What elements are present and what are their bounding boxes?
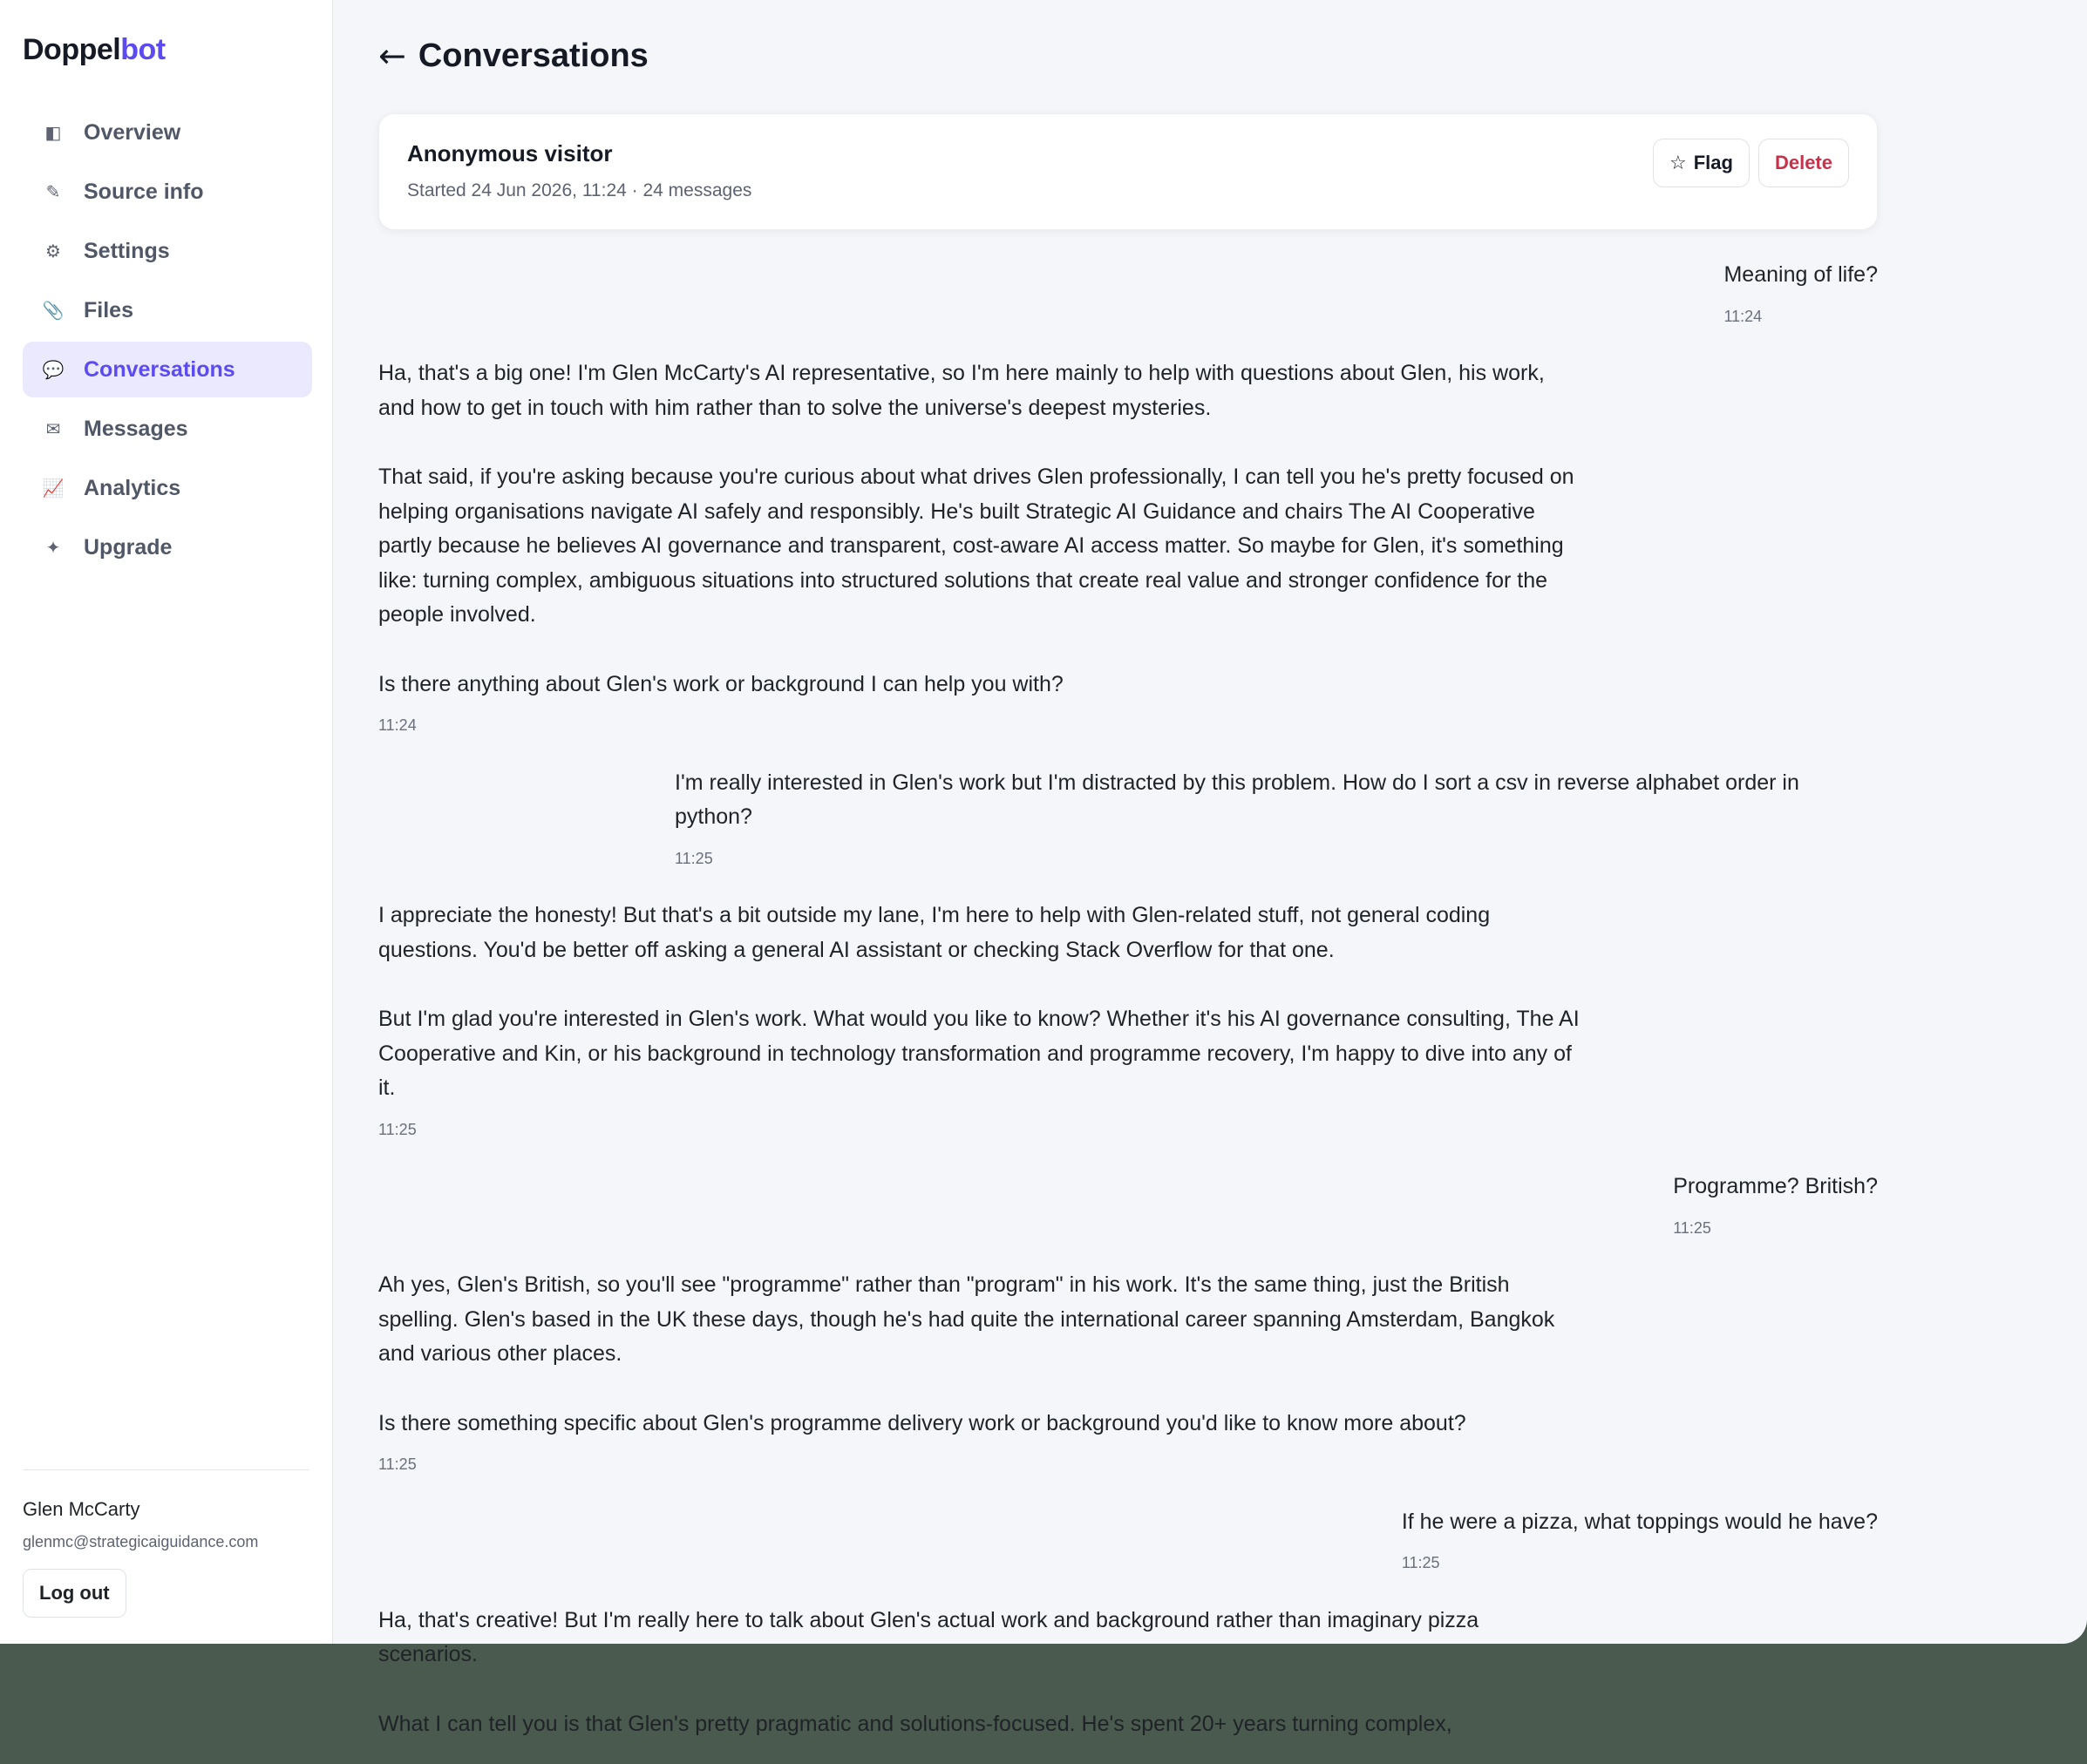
message-spacer <box>378 334 1878 356</box>
message-timestamp: 11:24 <box>1723 307 1763 325</box>
message-spacer <box>378 876 1878 899</box>
bot-message <box>378 899 1581 1147</box>
message-spacer <box>378 743 1878 766</box>
pencil-icon: ✎ <box>45 181 61 202</box>
star-icon: ☆ <box>1669 152 1687 174</box>
chart-icon: 📈 <box>42 478 65 499</box>
message-text: Ha, that's a big one! I'm Glen McCarty's AI representative, so I'm here mainly to help with questions about Glen, his work, and how to get in touch with him rather than to solve the universe's deepest mysteries. <box>378 361 1545 420</box>
sidebar-item-label: Conversations <box>84 356 235 382</box>
main-content <box>333 0 2087 1736</box>
bot-message <box>378 1268 1581 1482</box>
message-text: If he were a pizza, what toppings would he have? <box>1401 1509 1878 1534</box>
sidebar-item-label: Messages <box>84 416 188 441</box>
conversation-header-card <box>378 113 1878 230</box>
sidebar-item-label: Upgrade <box>84 534 173 560</box>
bot-message <box>378 1604 1581 1742</box>
user-message <box>675 766 1878 877</box>
bot-message <box>378 356 1581 743</box>
back-arrow-icon[interactable]: ← <box>378 37 406 75</box>
message-text: What I can tell you is that Glen's pretty pragmatic and solutions-focused. He's spent 20+ years turning complex, <box>378 1711 1452 1736</box>
message-text: But I'm glad you're interested in Glen's work. What would you like to know? Whether it's his AI governance consulting, The AI Cooperative and Kin, or his background in technology transformation and programme recovery, I'm happy to dive into any of it. <box>378 1007 1580 1100</box>
gear-icon: ⚙ <box>45 241 61 261</box>
sidebar-item-source-info[interactable] <box>23 164 312 220</box>
message-text: That said, if you're asking because you're curious about what drives Glen professionally, I can tell you he's pretty focused on helping organisations navigate AI safely and responsibly. He's built Strategic AI Guidance and chairs The AI Cooperative partly because he believes AI governance and transparent, cost-aware AI access matter. So maybe for Glen, it's something like: turning complex, ambiguous situations into structured solutions that create real value and stronger confidence for the people involved. <box>378 465 1574 627</box>
message-spacer <box>378 1245 1878 1268</box>
sidebar-item-analytics[interactable] <box>23 460 312 516</box>
logout-button[interactable]: Log out <box>23 1569 126 1618</box>
user-message <box>1673 1170 1878 1245</box>
message-text: Meaning of life? <box>1723 262 1878 287</box>
message-text: I'm really interested in Glen's work but I'm distracted by this problem. How do I sort a csv in reverse alphabet order in python? <box>675 770 1799 829</box>
message-timestamp: 11:25 <box>1673 1218 1711 1237</box>
message-text: Is there something specific about Glen's programme delivery work or background you'd like to know more about? <box>378 1410 1466 1435</box>
message-timestamp: 11:25 <box>378 1120 417 1138</box>
message-text: Ha, that's creative! But I'm really here to talk about Glen's actual work and background rather than imaginary pizza scenarios. <box>378 1607 1479 1666</box>
sparkle-icon: ✦ <box>45 537 61 558</box>
conversation-meta: Started 24 Jun 2026, 11:24 · 24 messages <box>407 180 752 200</box>
sidebar-item-upgrade[interactable] <box>23 519 312 575</box>
sidebar-item-label: Overview <box>84 119 181 145</box>
flag-button-label: Flag <box>1693 152 1733 173</box>
message-spacer <box>378 1482 1878 1505</box>
overview-icon: ◧ <box>44 122 62 143</box>
sidebar-item-label: Analytics <box>84 475 181 500</box>
page-header <box>378 37 649 75</box>
message-timestamp: 11:25 <box>1401 1554 1440 1571</box>
message-spacer <box>378 1147 1878 1170</box>
sidebar-item-conversations[interactable] <box>23 342 312 397</box>
user-message <box>1402 1505 1878 1581</box>
delete-button[interactable] <box>1758 139 1849 187</box>
logo-text: Doppel <box>23 33 121 66</box>
sidebar-nav <box>23 105 312 579</box>
sidebar-item-settings[interactable] <box>23 223 312 279</box>
page-title: Conversations <box>418 37 649 74</box>
user-name: Glen McCarty <box>23 1498 140 1520</box>
message-spacer <box>378 1741 1878 1764</box>
flag-button[interactable] <box>1653 139 1750 187</box>
user-panel <box>23 1469 309 1618</box>
message-text: Programme? British? <box>1673 1174 1878 1198</box>
sidebar-item-label: Source info <box>84 179 204 204</box>
conversation-title: Anonymous visitor <box>407 140 613 166</box>
sidebar-item-overview[interactable] <box>23 105 312 160</box>
chat-bubble-icon: 💬 <box>42 359 65 380</box>
message-text: Is there anything about Glen's work or background I can help you with? <box>378 671 1064 696</box>
message-text: I appreciate the honesty! But that's a bit outside my lane, I'm here to help with Glen-related stuff, not general coding questions. You'd be better off asking a general AI assistant or checking Stack Overflow for that one. <box>378 903 1491 962</box>
message-spacer <box>378 1581 1878 1604</box>
message-timestamp: 11:24 <box>378 716 417 734</box>
message-timestamp: 11:25 <box>378 1455 417 1473</box>
app-logo[interactable] <box>23 33 166 67</box>
logo-accent-text: bot <box>120 33 166 66</box>
sidebar-item-label: Settings <box>84 238 170 263</box>
sidebar-item-label: Files <box>84 297 133 322</box>
message-text: Ah yes, Glen's British, so you'll see "programme" rather than "program" in his work. It's the same thing, just the British spelling. Glen's based in the UK these days, though he's had quite the international career spanning Amsterdam, Bangkok and various other places. <box>378 1272 1555 1366</box>
sidebar-item-messages[interactable] <box>23 401 312 457</box>
message-timestamp: 11:25 <box>675 849 713 867</box>
paperclip-icon: 📎 <box>42 300 65 321</box>
sidebar-item-files[interactable] <box>23 282 312 338</box>
envelope-icon: ✉ <box>45 418 61 439</box>
delete-button-label: Delete <box>1774 152 1832 173</box>
conversation-actions <box>1653 139 1849 187</box>
user-email: glenmc@strategicaiguidance.com <box>23 1533 259 1550</box>
message-thread <box>378 258 1878 1764</box>
sidebar <box>0 0 333 1644</box>
user-message <box>1723 258 1878 334</box>
